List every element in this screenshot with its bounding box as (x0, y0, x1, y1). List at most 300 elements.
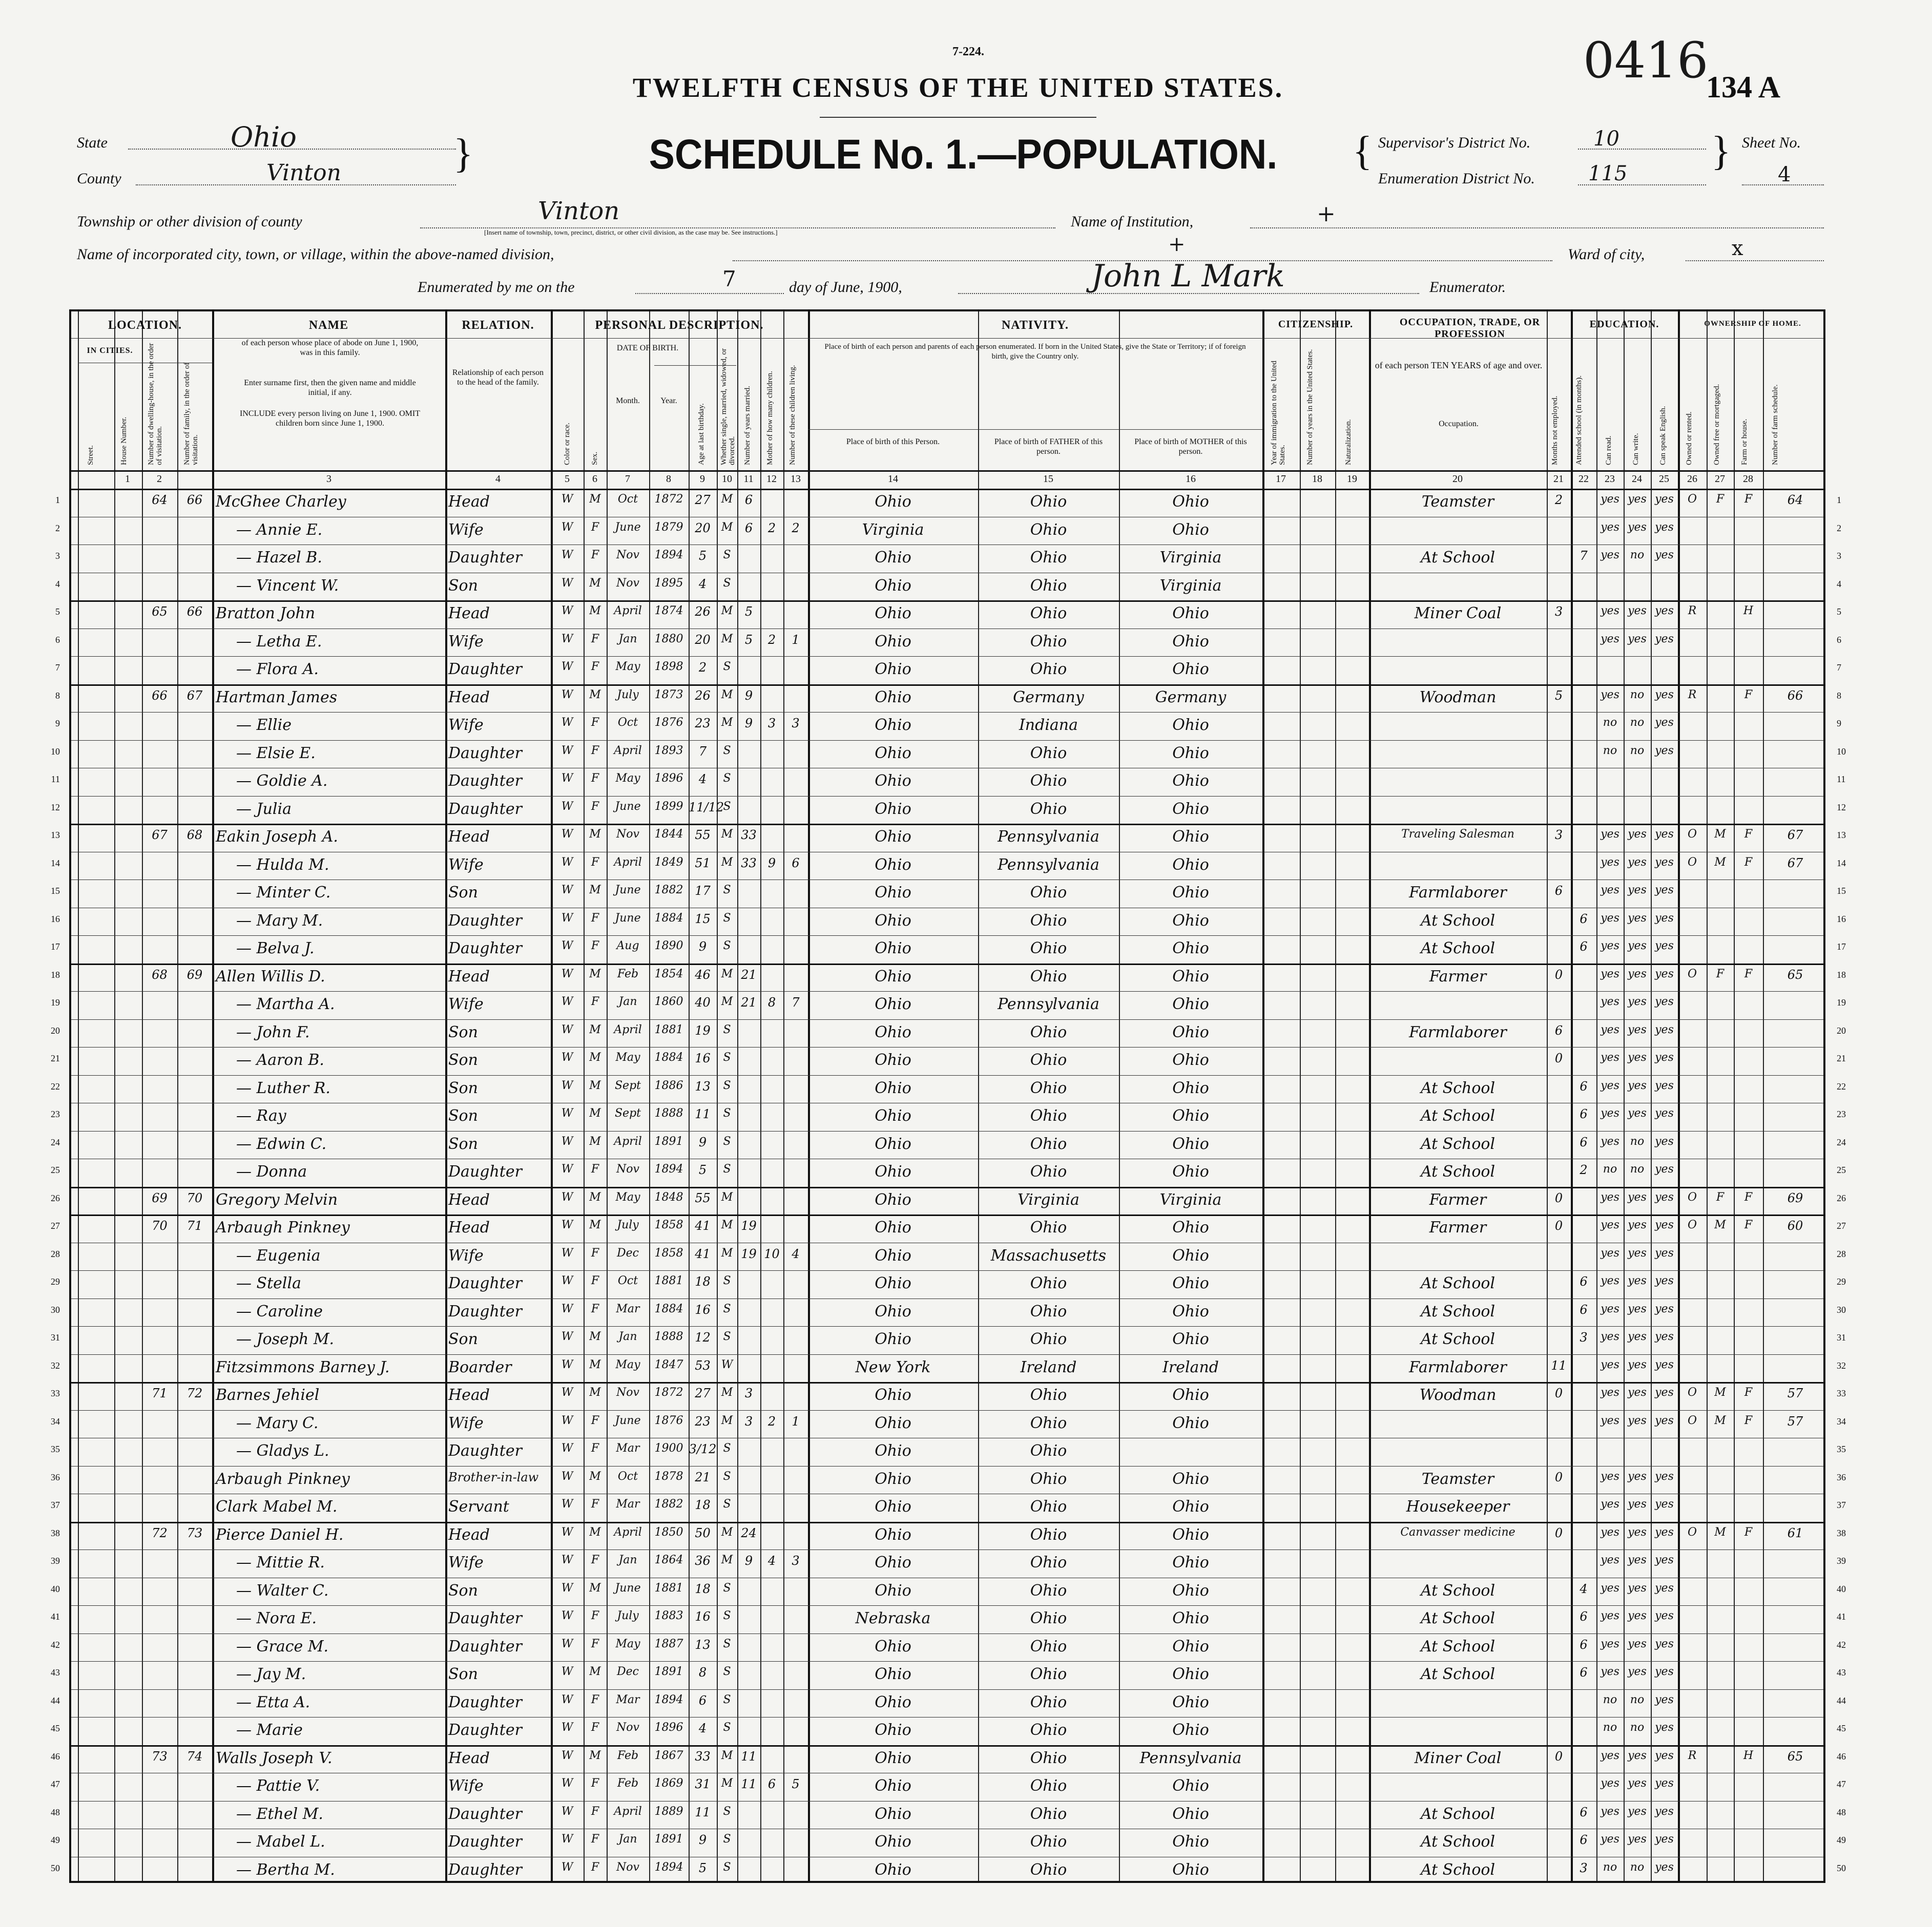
cell-occ: Canvasser medicine (1400, 1525, 1515, 1539)
cell-sex: F (591, 1609, 599, 1622)
cell-fam: 67 (186, 688, 203, 703)
cell-mar: M (721, 716, 733, 729)
cell-mar: M (721, 1386, 733, 1399)
cell-mon: Nov (616, 1721, 639, 1734)
cell-bf: Ohio (1030, 744, 1067, 762)
column-number: 4 (495, 473, 501, 485)
cell-sp: yes (1655, 1554, 1674, 1566)
cell-age: 33 (695, 1749, 711, 1764)
heading-relation: RELATION. (462, 319, 534, 332)
cell-sex: M (589, 967, 601, 980)
cell-bp: Ohio (875, 1330, 911, 1348)
cell-sp: yes (1655, 855, 1674, 869)
cell-col: W (561, 1693, 573, 1706)
row-number: 19 (51, 997, 60, 1008)
cell-mne: 0 (1554, 1051, 1563, 1065)
cell-own: O (1687, 1190, 1697, 1204)
cell-mar: S (723, 1805, 731, 1818)
row-number: 33 (51, 1388, 60, 1398)
cell-cl: 6 (792, 855, 800, 870)
cell-mon: Nov (616, 828, 639, 841)
heading-month: Month. (616, 396, 640, 405)
heading-dwelling: Number of dwelling-house, in the order of visitation. (147, 343, 163, 465)
cell-rd: yes (1601, 1330, 1619, 1343)
cell-rel: Wife (448, 1246, 484, 1265)
cell-mar: M (721, 1749, 733, 1762)
cell-mon: Oct (617, 716, 638, 729)
cell-bf: Ohio (1030, 1330, 1067, 1348)
cell-wr: yes (1628, 1051, 1647, 1064)
cell-bp: Virginia (862, 520, 924, 539)
cell-name: — Goldie A. (236, 772, 328, 790)
cell-bp: Ohio (875, 1777, 911, 1795)
cell-wr: yes (1628, 1219, 1647, 1231)
cell-col: W (561, 1219, 573, 1231)
cell-wr: no (1630, 1721, 1645, 1734)
cell-name: — Mabel L. (236, 1833, 325, 1851)
cell-fam: 69 (186, 967, 203, 982)
name-desc-1: of each person whose place of abode on June 1, 1900, was in this family. (241, 339, 419, 357)
cell-rel: Daughter (448, 1721, 522, 1739)
cell-yr: 1894 (654, 549, 683, 561)
row-number: 16 (51, 913, 60, 924)
cell-mon: April (614, 1525, 642, 1539)
cell-mon: Jan (618, 1833, 637, 1846)
cell-age: 21 (695, 1470, 711, 1484)
cell-bf: Ohio (1030, 576, 1067, 595)
cell-sp: yes (1655, 1190, 1674, 1204)
heading-can-write: Can write. (1632, 433, 1640, 465)
cell-rel: Son (448, 1051, 478, 1069)
cell-mon: Feb (617, 967, 639, 980)
row-number: 18 (51, 969, 60, 980)
cell-age: 36 (695, 1554, 711, 1568)
cell-bf: Ohio (1030, 1498, 1067, 1516)
cell-name: — Minter C. (236, 884, 331, 902)
cell-occ: Farmer (1429, 1219, 1487, 1237)
cell-occ: At School (1420, 1637, 1495, 1656)
cell-rel: Boarder (448, 1358, 512, 1376)
column-number: 1 (125, 473, 130, 485)
cell-occ: At School (1420, 1665, 1495, 1683)
cell-col: W (561, 1190, 573, 1204)
cell-mon: Jan (618, 1554, 637, 1566)
cell-bp: New York (855, 1358, 931, 1376)
cell-sex: F (591, 995, 599, 1008)
cell-sex: F (591, 520, 599, 534)
row-number: 20 (51, 1025, 60, 1036)
cell-wr: yes (1628, 1246, 1647, 1260)
cell-bf: Ohio (1030, 1302, 1067, 1321)
column-number: 5 (565, 473, 570, 485)
cell-bf: Ohio (1030, 1219, 1067, 1237)
cell-age: 18 (695, 1274, 711, 1289)
cell-bp: Ohio (875, 1079, 911, 1097)
cell-occ: Farmer (1429, 967, 1487, 986)
cell-bp: Ohio (875, 632, 911, 651)
cell-age: 7 (698, 744, 707, 759)
cell-sp: yes (1655, 1051, 1674, 1064)
cell-age: 46 (695, 967, 711, 982)
cell-name: — Vincent W. (236, 576, 339, 595)
cell-mar: S (723, 744, 731, 757)
cell-bp: Ohio (875, 576, 911, 595)
cell-yr: 1887 (654, 1637, 683, 1650)
cell-wr: yes (1628, 884, 1647, 896)
row-number: 25 (1837, 1165, 1846, 1175)
cell-bf: Ohio (1030, 1414, 1067, 1432)
cell-bf: Ohio (1030, 493, 1067, 511)
cell-fs: 65 (1787, 1749, 1803, 1764)
cell-bm: Ohio (1172, 604, 1209, 622)
cell-col: W (561, 1414, 573, 1427)
row-number: 26 (1837, 1192, 1846, 1203)
cell-sch: 6 (1580, 1274, 1588, 1289)
cell-occ: Woodman (1419, 1386, 1497, 1404)
cell-bm: Ohio (1172, 911, 1209, 930)
heading-years-married: Number of years married. (743, 386, 752, 465)
cell-rd: yes (1601, 549, 1619, 561)
row-number: 3 (55, 551, 60, 561)
cell-mon: Nov (616, 1163, 639, 1176)
row-number: 38 (1837, 1527, 1846, 1538)
cell-col: W (561, 1386, 573, 1399)
cell-yr: 1881 (654, 1581, 683, 1595)
cell-yr: 1894 (654, 1693, 683, 1706)
cell-sch: 6 (1580, 911, 1588, 926)
cell-sex: F (591, 1554, 599, 1566)
cell-sch: 6 (1580, 1833, 1588, 1847)
row-number: 33 (1837, 1388, 1846, 1398)
cell-name: Gregory Melvin (216, 1190, 338, 1209)
cell-bp: Ohio (875, 1749, 911, 1767)
cell-rel: Head (448, 1386, 490, 1404)
cell-bp: Ohio (875, 1498, 911, 1516)
cell-sp: yes (1655, 1219, 1674, 1231)
cell-sp: yes (1655, 1721, 1674, 1734)
cell-occ: At School (1420, 1581, 1495, 1600)
heading-family: Number of family, in the order of visitation. (183, 362, 199, 465)
cell-name: Bratton John (216, 604, 316, 622)
cell-yr: 1872 (654, 493, 683, 506)
cell-name: — Mary C. (236, 1414, 319, 1432)
cell-mon: Oct (617, 493, 638, 506)
cell-wr: no (1630, 1693, 1645, 1706)
heading-farm-house: Farm or house. (1740, 418, 1749, 465)
cell-name: — Letha E. (236, 632, 322, 651)
county-value: Vinton (266, 160, 341, 186)
cell-fm: F (1716, 1190, 1725, 1204)
cell-age: 9 (698, 939, 707, 954)
cell-col: W (561, 1609, 573, 1622)
cell-name: — Mittie R. (236, 1554, 325, 1572)
cell-mon: May (615, 660, 640, 673)
cell-mon: Mar (616, 1302, 640, 1315)
cell-sex: F (591, 1637, 599, 1650)
cell-name: — Hazel B. (236, 549, 322, 567)
cell-sp: yes (1655, 716, 1674, 729)
cell-rel: Son (448, 1107, 478, 1125)
cell-name: Arbaugh Pinkney (216, 1470, 350, 1488)
enumerated-day: 7 (722, 266, 736, 291)
row-number: 42 (1837, 1639, 1846, 1650)
enum-district-label: Enumeration District No. (1378, 170, 1535, 187)
cell-mon: June (615, 911, 641, 925)
cell-bm: Virginia (1159, 549, 1222, 567)
row-number: 19 (1837, 997, 1846, 1008)
cell-wr: yes (1628, 1833, 1647, 1846)
row-number: 6 (55, 634, 60, 645)
cell-bp: Ohio (875, 1721, 911, 1739)
cell-fam: 68 (186, 828, 203, 842)
cell-occ: At School (1420, 939, 1495, 957)
cell-sex: F (591, 1693, 599, 1706)
cell-own: O (1687, 1386, 1697, 1399)
cell-bm: Ohio (1172, 884, 1209, 902)
cell-wr: no (1630, 688, 1645, 701)
cell-mar: S (723, 1274, 731, 1287)
cell-bm: Ohio (1172, 1777, 1209, 1795)
cell-occ: Farmlaborer (1409, 1358, 1507, 1376)
row-number: 46 (51, 1751, 60, 1762)
cell-sex: F (591, 800, 599, 813)
cell-age: 19 (695, 1023, 711, 1038)
cell-mon: June (615, 800, 641, 813)
cell-rel: Head (448, 828, 490, 846)
cell-mon: April (614, 1023, 642, 1036)
cell-col: W (561, 1637, 573, 1650)
cell-sex: M (589, 1330, 601, 1343)
cell-name: Fitzsimmons Barney J. (216, 1358, 390, 1376)
heading-house-number: House Number. (120, 416, 128, 465)
row-number: 7 (55, 662, 60, 673)
cell-wr: yes (1628, 1330, 1647, 1343)
row-number: 10 (51, 746, 60, 757)
row-number: 17 (51, 941, 60, 952)
cell-bf: Ohio (1030, 1023, 1067, 1041)
cell-mar: S (723, 1302, 731, 1315)
heading-education: EDUCATION. (1589, 319, 1659, 330)
cell-bp: Ohio (875, 1581, 911, 1600)
row-number: 45 (51, 1723, 60, 1733)
cell-sp: yes (1655, 744, 1674, 757)
schedule-title: SCHEDULE No. 1.—POPULATION. (649, 131, 1278, 178)
township-note: [Insert name of township, town, precinct, district, or other civil division, as the case may be. See instructions.] (484, 228, 778, 236)
cell-bm: Ohio (1172, 744, 1209, 762)
cell-mne: 2 (1554, 493, 1563, 507)
cell-own: O (1687, 855, 1697, 869)
cell-yr: 1882 (654, 884, 683, 896)
cell-sp: yes (1655, 1079, 1674, 1092)
cell-mon: Oct (617, 1470, 638, 1483)
cell-name: Walls Joseph V. (216, 1749, 333, 1767)
cell-mar: S (723, 1330, 731, 1343)
cell-fam: 73 (186, 1525, 203, 1540)
cell-age: 4 (698, 576, 707, 591)
cell-sex: M (589, 1386, 601, 1399)
heading-months-not-employed: Months not employed. (1551, 395, 1559, 465)
cell-name: Hartman James (216, 688, 338, 706)
cell-bp: Ohio (875, 1274, 911, 1292)
cell-own: O (1687, 828, 1697, 841)
cell-sex: M (589, 828, 601, 841)
column-number: 11 (743, 473, 754, 485)
cell-mar: M (721, 493, 733, 506)
cell-cl: 2 (792, 520, 800, 535)
cell-mne: 0 (1554, 1470, 1563, 1484)
sheet-label: Sheet No. (1742, 134, 1801, 151)
cell-wr: no (1630, 1860, 1645, 1874)
cell-col: W (561, 549, 573, 561)
cell-bf: Ireland (1020, 1358, 1077, 1376)
cell-yr: 1879 (654, 520, 683, 534)
cell-sex: F (591, 911, 599, 925)
cell-mar: M (721, 828, 733, 841)
cell-mar: S (723, 1163, 731, 1176)
cell-mon: Nov (616, 549, 639, 561)
cell-bp: Ohio (875, 660, 911, 678)
cell-bm: Ohio (1172, 1414, 1209, 1432)
heading-birth-mother: Place of birth of MOTHER of this person. (1134, 437, 1247, 456)
cell-yr: 1896 (654, 772, 683, 785)
cell-mar: S (723, 1693, 731, 1706)
cell-bf: Ohio (1030, 660, 1067, 678)
cell-mar: W (721, 1358, 733, 1371)
cell-bm: Ohio (1172, 520, 1209, 539)
cell-bf: Ohio (1030, 1833, 1067, 1851)
cell-bf: Ohio (1030, 520, 1067, 539)
cell-mar: S (723, 1833, 731, 1846)
column-number: 25 (1659, 473, 1669, 485)
cell-sp: yes (1655, 688, 1674, 701)
township-label: Township or other division of county (77, 213, 302, 230)
cell-wr: yes (1628, 1525, 1647, 1539)
cell-sex: F (591, 1805, 599, 1818)
cell-col: W (561, 855, 573, 869)
row-number: 27 (51, 1221, 60, 1231)
cell-yr: 1883 (654, 1609, 683, 1622)
cell-age: 5 (698, 549, 707, 563)
cell-mne: 3 (1554, 828, 1563, 842)
cell-sex: F (591, 1777, 599, 1790)
cell-bp: Ohio (875, 884, 911, 902)
cell-bp: Ohio (875, 1470, 911, 1488)
cell-cl: 3 (792, 716, 800, 730)
cell-rd: yes (1601, 1246, 1619, 1260)
cell-rd: yes (1601, 1777, 1619, 1790)
cell-bm: Ohio (1172, 967, 1209, 986)
cell-col: W (561, 1274, 573, 1287)
cell-rd: no (1603, 1163, 1617, 1176)
cell-age: 5 (698, 1163, 707, 1177)
cell-sp: yes (1655, 1777, 1674, 1790)
row-number: 32 (1837, 1360, 1846, 1371)
cell-bp: Ohio (875, 716, 911, 734)
cell-name: Arbaugh Pinkney (216, 1219, 350, 1237)
page-number: 134 A (1706, 70, 1781, 104)
cell-col: W (561, 1051, 573, 1064)
cell-yr: 1860 (654, 995, 683, 1008)
cell-col: W (561, 744, 573, 757)
cell-bf: Indiana (1019, 716, 1078, 734)
cell-yr: 1847 (654, 1358, 683, 1371)
enumerator-name: John L Mark (1091, 258, 1285, 294)
cell-rd: yes (1601, 1219, 1619, 1231)
cell-wr: yes (1628, 1302, 1647, 1315)
row-number: 30 (1837, 1304, 1846, 1315)
cell-ym: 9 (744, 1554, 753, 1568)
cell-bf: Ohio (1030, 1470, 1067, 1488)
cell-sex: M (589, 576, 601, 590)
cell-col: W (561, 520, 573, 534)
cell-dw: 66 (152, 688, 168, 703)
cell-yr: 1869 (654, 1777, 683, 1790)
row-number: 35 (51, 1444, 60, 1454)
column-number: 22 (1578, 473, 1589, 485)
cell-age: 41 (695, 1246, 711, 1261)
cell-ym: 11 (741, 1777, 757, 1791)
cell-ym: 11 (741, 1749, 757, 1764)
cell-dw: 67 (152, 828, 168, 842)
cell-ym: 5 (744, 632, 753, 647)
row-number: 15 (1837, 886, 1846, 896)
cell-yr: 1886 (654, 1079, 683, 1092)
cell-sex: M (589, 604, 601, 617)
cell-mar: S (723, 1860, 731, 1874)
cell-fh: F (1744, 1386, 1753, 1399)
row-number: 32 (51, 1360, 60, 1371)
cell-rel: Daughter (448, 549, 522, 567)
cell-col: W (561, 800, 573, 813)
cell-rel: Head (448, 1749, 490, 1767)
cell-name: — Gladys L. (236, 1442, 329, 1460)
row-number: 43 (1837, 1667, 1846, 1678)
cell-col: W (561, 1470, 573, 1483)
cell-dw: 73 (152, 1749, 168, 1764)
cell-ym: 3 (744, 1414, 753, 1429)
cell-mar: M (721, 1554, 733, 1566)
cell-bp: Ohio (875, 911, 911, 930)
cell-name: — Ellie (236, 716, 292, 734)
cell-dw: 70 (152, 1219, 168, 1233)
cell-yr: 1881 (654, 1023, 683, 1036)
cell-sp: yes (1655, 1833, 1674, 1846)
cell-rd: yes (1601, 493, 1619, 506)
cell-moc: 4 (767, 1554, 776, 1568)
cell-yr: 1876 (654, 716, 683, 729)
cell-rd: yes (1601, 855, 1619, 869)
cell-bf: Ohio (1030, 1079, 1067, 1097)
cell-fm: M (1714, 1219, 1726, 1231)
cell-mar: S (723, 1721, 731, 1734)
cell-mar: S (723, 660, 731, 673)
column-number: 27 (1715, 473, 1725, 485)
cell-rel: Wife (448, 520, 484, 539)
cell-sex: M (589, 1023, 601, 1036)
cell-yr: 1900 (654, 1442, 683, 1455)
row-number: 50 (51, 1862, 60, 1873)
cell-wr: yes (1628, 1274, 1647, 1287)
cell-col: W (561, 1860, 573, 1874)
cell-age: 3/12 (689, 1442, 717, 1456)
column-number: 21 (1553, 473, 1564, 485)
cell-mar: S (723, 1107, 731, 1120)
row-number: 14 (1837, 857, 1846, 868)
row-number: 26 (51, 1192, 60, 1203)
cell-sex: F (591, 1302, 599, 1315)
cell-bm: Ohio (1172, 800, 1209, 818)
cell-yr: 1895 (654, 576, 683, 590)
